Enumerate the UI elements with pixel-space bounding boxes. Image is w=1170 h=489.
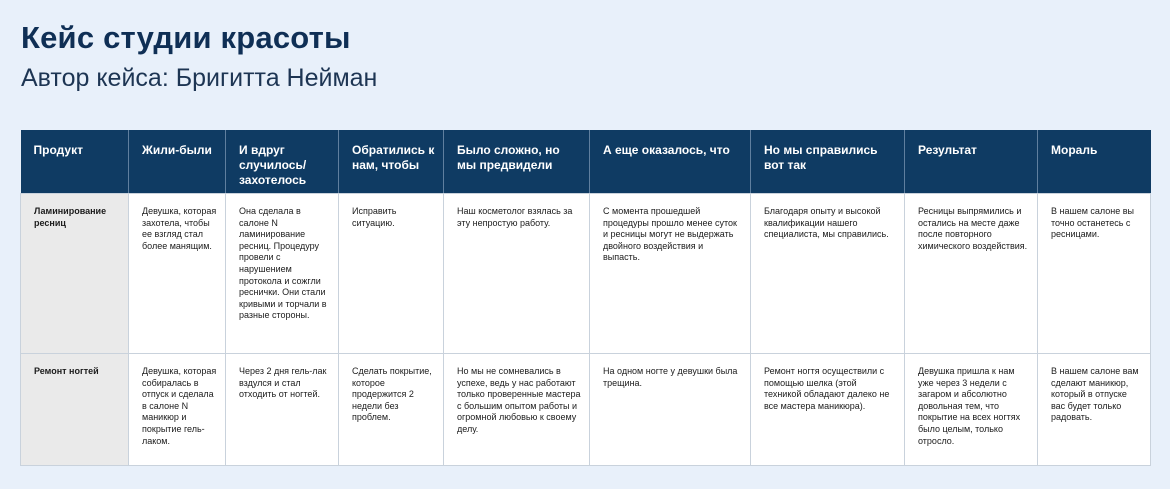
table-header-row [21,130,1151,194]
column-header-suddenly: И вдруг случилось/ захотелось [226,130,339,194]
column-header-solution: Но мы справились вот так [751,130,905,194]
column-header-difficulty: Было сложно, но мы предвидели [444,130,590,194]
page-title: Кейс студии красоты [21,20,351,55]
column-header-moral: Мораль [1038,130,1151,194]
table-cell: Ремонт ногтя осуществили с помощью шелка (этой техникой обладают далеко не все мастера маникюра). [751,354,905,466]
table-cell: Но мы не сомневались в успехе, ведь у нас работают только проверенные мастера с большим опытом работы и огромной любовью к своему делу. [444,354,590,466]
table-cell: В нашем салоне вам сделают маникюр, который в отпуске вас будет только радовать. [1038,354,1151,466]
table-cell: Девушка, которая собиралась в отпуск и сделала в салоне N маникюр и покрытие гель-лаком. [129,354,226,466]
column-header-once-upon: Жили-были [129,130,226,194]
table-cell: Ресницы выпрямились и остались на месте даже после повторного химического воздействия. [905,194,1038,354]
column-header-product: Продукт [21,130,129,194]
column-header-request: Обратились к нам, чтобы [339,130,444,194]
table-cell: Через 2 дня гель-лак вздулся и стал отходить от ногтей. [226,354,339,466]
page-subtitle: Автор кейса: Бригитта Нейман [21,64,378,92]
table-cell: Девушка пришла к нам уже через 3 недели с загаром и абсолютно довольная тем, что покрытие на всех ногтях было целым, только отросло. [905,354,1038,466]
product-cell: Ремонт ногтей [21,354,129,466]
column-header-also-found: А еще оказалось, что [590,130,751,194]
table-cell: С момента прошедшей процедуры прошло менее суток и ресницы могут не выдержать двойного воздействия и выпасть. [590,194,751,354]
column-header-result: Результат [905,130,1038,194]
table-cell: Благодаря опыту и высокой квалификации нашего специалиста, мы справились. [751,194,905,354]
table-row [21,194,1151,354]
table-cell: На одном ногте у девушки была трещина. [590,354,751,466]
table-cell: В нашем салоне вы точно останетесь с ресницами. [1038,194,1151,354]
product-cell: Ламинирование ресниц [21,194,129,354]
table-cell: Наш косметолог взялась за эту непростую работу. [444,194,590,354]
table-row [21,354,1151,466]
table-cell: Сделать покрытие, которое продержится 2 недели без проблем. [339,354,444,466]
table-cell: Девушка, которая захотела, чтобы ее взгляд стал более манящим. [129,194,226,354]
case-table [20,130,1151,466]
table-cell: Она сделала в салоне N ламинирование ресниц. Процедуру провели с нарушением протокола и сожгли реснички. Они стали кривыми и торчали в разные стороны. [226,194,339,354]
table-cell: Исправить ситуацию. [339,194,444,354]
